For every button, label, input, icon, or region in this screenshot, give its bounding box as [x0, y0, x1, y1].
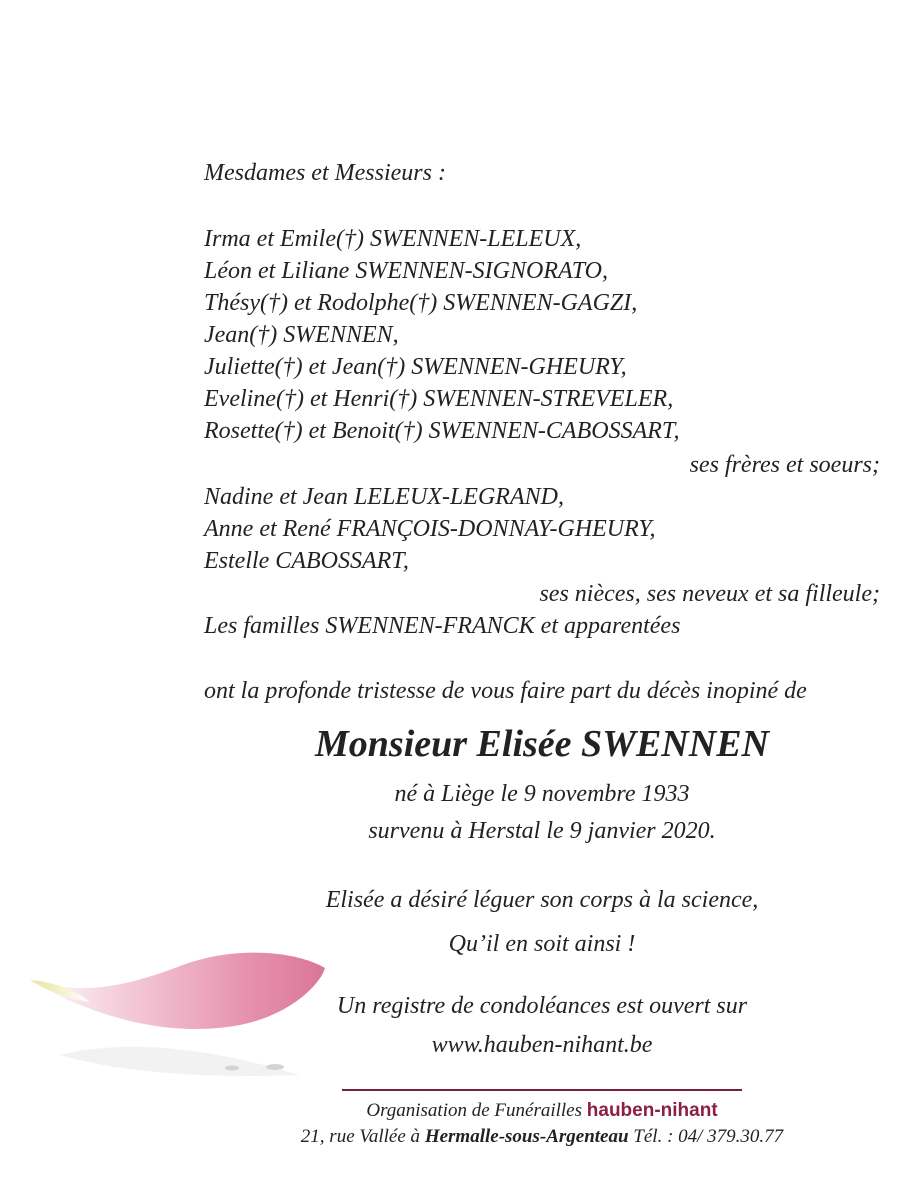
footer-org-prefix: Organisation de Funérailles: [366, 1100, 583, 1121]
deceased-name: Monsieur Elisée SWENNEN: [315, 723, 769, 765]
sibling-line: Juliette(†) et Jean(†) SWENNEN-GHEURY,: [204, 354, 627, 380]
niece-line: Nadine et Jean LELEUX-LEGRAND,: [204, 484, 564, 510]
website-link[interactable]: www.hauben-nihant.be: [431, 1032, 653, 1058]
footer-address: [0, 1126, 918, 1148]
nieces-role: ses nièces, ses neveux et sa filleule;: [539, 581, 880, 607]
sibling-line: Thésy(†) et Rodolphe(†) SWENNEN-GAGZI,: [204, 290, 638, 316]
sibling-line: Léon et Liliane SWENNEN-SIGNORATO,: [204, 258, 608, 284]
announcement: ont la profonde tristesse de vous faire part du décès inopiné de: [204, 678, 807, 704]
niece-line: Anne et René FRANÇOIS-DONNAY-GHEURY,: [204, 516, 656, 542]
sibling-line: Eveline(†) et Henri(†) SWENNEN-STREVELER,: [204, 386, 674, 412]
sibling-line: Rosette(†) et Benoit(†) SWENNEN-CABOSSART,: [204, 418, 680, 444]
register-line: Un registre de condoléances est ouvert sur: [336, 993, 748, 1019]
footer-phone: Tél. : 04/ 379.30.77: [633, 1126, 784, 1147]
wish-line: Qu’il en soit ainsi !: [448, 931, 636, 957]
families-line: Les familles SWENNEN-FRANCK et apparentées: [204, 613, 681, 639]
sibling-line: Irma et Emile(†) SWENNEN-LELEUX,: [204, 226, 582, 252]
brand-logo: hauben-nihant: [586, 1100, 718, 1121]
death-info: survenu à Herstal le 9 janvier 2020.: [368, 818, 716, 844]
niece-line: Estelle CABOSSART,: [204, 548, 409, 574]
footer-divider: [342, 1089, 742, 1091]
siblings-role: ses frères et soeurs;: [689, 452, 880, 478]
birth-info: né à Liège le 9 novembre 1933: [394, 781, 690, 807]
sibling-line: Jean(†) SWENNEN,: [204, 322, 399, 348]
salutation: Mesdames et Messieurs :: [204, 160, 446, 186]
footer-organisation: [0, 1100, 918, 1122]
footer-town: Hermalle-sous-Argenteau: [424, 1126, 629, 1147]
footer-address-prefix: 21, rue Vallée à: [300, 1126, 421, 1147]
wish-line: Elisée a désiré léguer son corps à la science,: [325, 887, 759, 913]
